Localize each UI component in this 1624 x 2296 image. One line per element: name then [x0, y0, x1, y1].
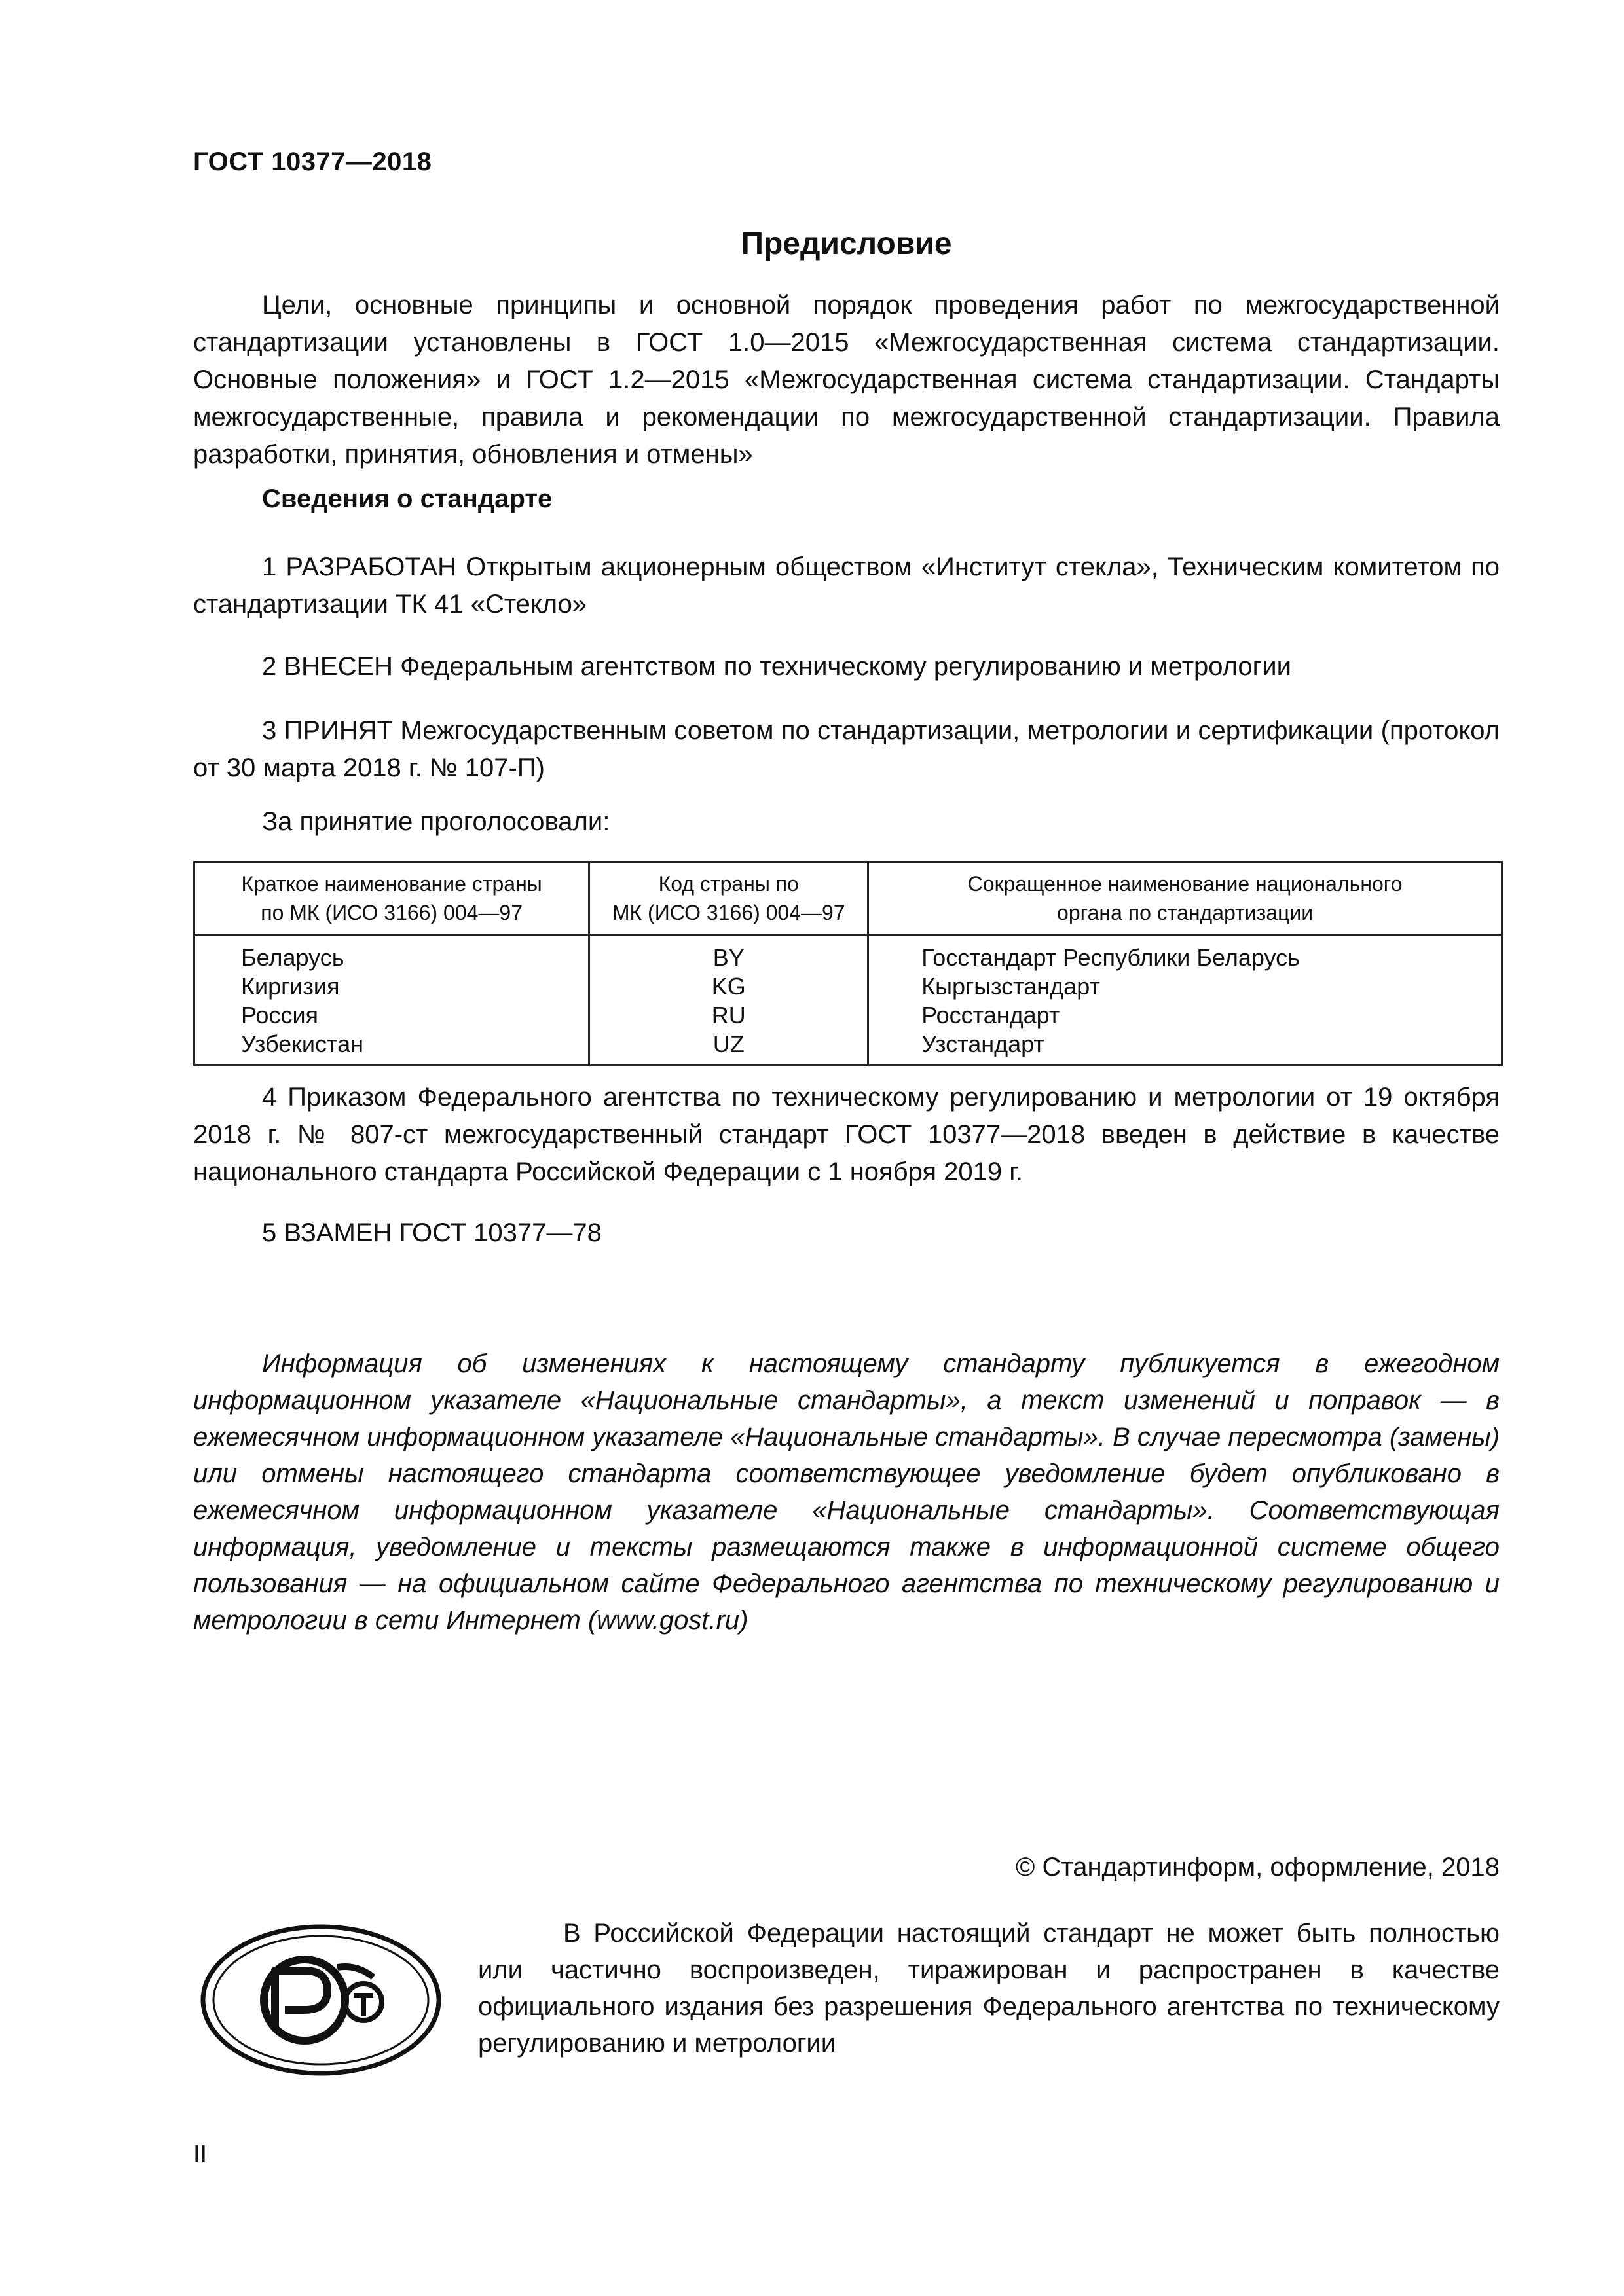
table-cell-country: Беларусь [241, 944, 344, 971]
item-enacted: 4 Приказом Федерального агентства по техническому регулированию и метрологии от 19 октября 2018 г. № 807-ст межгосударственный стандарт ГОСТ 10377—2018 введен в действие в качестве национального стандарта Российской Федерации с 1 ноября 2019 г. [193, 1083, 1500, 1186]
table-body-row [194, 935, 1502, 1065]
rst-certification-mark-icon [196, 1918, 445, 2082]
item-developed: 1 РАЗРАБОТАН Открытым акционерным обществом «Институт стекла», Техническим комитетом по стандартизации ТК 41 «Стекло» [193, 553, 1500, 619]
changes-notice: Информация об изменениях к настоящему стандарту публикуется в ежегодном информационном указателе «Национальные стандарты», а текст изменений и поправок — в ежемесячном информационном указателе «Национальные стандарты». В случае пересмотра (замены) или отмены настоящего стандарта соответствующее уведомление будет опубликовано в ежемесячном информационном указателе «Национальные стандарты». Соответствующая информация, уведомление и тексты размещаются также в информационной системе общего пользования — на официальном сайте Федерального агентства по техническому регулированию и метрологии в сети Интернет (www.gost.ru) [193, 1349, 1500, 1635]
vote-label: За принятие проголосовали: [262, 807, 610, 836]
table-cell-org: Кыргызстандарт [921, 973, 1100, 1000]
rights-notice: В Российской Федерации настоящий стандарт не может быть полностью или частично воспроизведен, тиражирован и распространен в качестве официального издания без разрешения Федерального агентства по техническому регулированию и метрологии [478, 1919, 1500, 2058]
table-header-row [194, 862, 1502, 935]
table-cell-code: UZ [712, 1030, 745, 1057]
table-cell-org: Госстандарт Республики Беларусь [921, 944, 1300, 971]
org-column [868, 935, 1502, 1065]
table-cell-country: Узбекистан [241, 1030, 364, 1057]
header-code: Код страны по МК (ИСО 3166) 004—97 [589, 862, 868, 935]
table-cell-code: RU [711, 1002, 746, 1029]
info-heading: Сведения о стандарте [262, 484, 553, 513]
code-column [589, 935, 868, 1065]
table-cell-org: Узстандарт [921, 1030, 1044, 1057]
item-adopted: 3 ПРИНЯТ Межгосударственным советом по стандартизации, метрологии и сертификации (протокол от 30 марта 2018 г. № 107-П) [193, 716, 1500, 782]
page-title: Предисловие [741, 227, 952, 261]
item-replaces: 5 ВЗАМЕН ГОСТ 10377—78 [262, 1218, 602, 1247]
table-cell-org: Росстандарт [921, 1002, 1060, 1029]
voting-table [193, 861, 1503, 1066]
copyright-line: © Стандартинформ, оформление, 2018 [1015, 1853, 1500, 1882]
country-column [194, 935, 589, 1065]
table-cell-code: KG [711, 973, 746, 1000]
item-submitted: 2 ВНЕСЕН Федеральным агентством по техническому регулированию и метрологии [262, 652, 1291, 681]
page-number: II [193, 2141, 208, 2168]
intro-paragraph: Цели, основные принципы и основной порядок проведения работ по межгосударственной стандартизации установлены в ГОСТ 1.0—2015 «Межгосударственная система стандартизации. Основные положения» и ГОСТ 1.2—2015 «Межгосударственная система стандартизации. Стандарты межгосударственные, правила и рекомендации по межгосударственной стандартизации. Правила разработки, принятия, обновления и отмены» [193, 291, 1500, 469]
table-cell-country: Киргизия [241, 973, 340, 1000]
table-cell-code: BY [712, 944, 745, 971]
header-org: Сокращенное наименование национального органа по стандартизации [868, 862, 1502, 935]
table-cell-country: Россия [241, 1002, 319, 1029]
standard-code-header: ГОСТ 10377—2018 [193, 147, 432, 176]
header-country: Краткое наименование страны по МК (ИСО 3166) 004—97 [194, 862, 589, 935]
